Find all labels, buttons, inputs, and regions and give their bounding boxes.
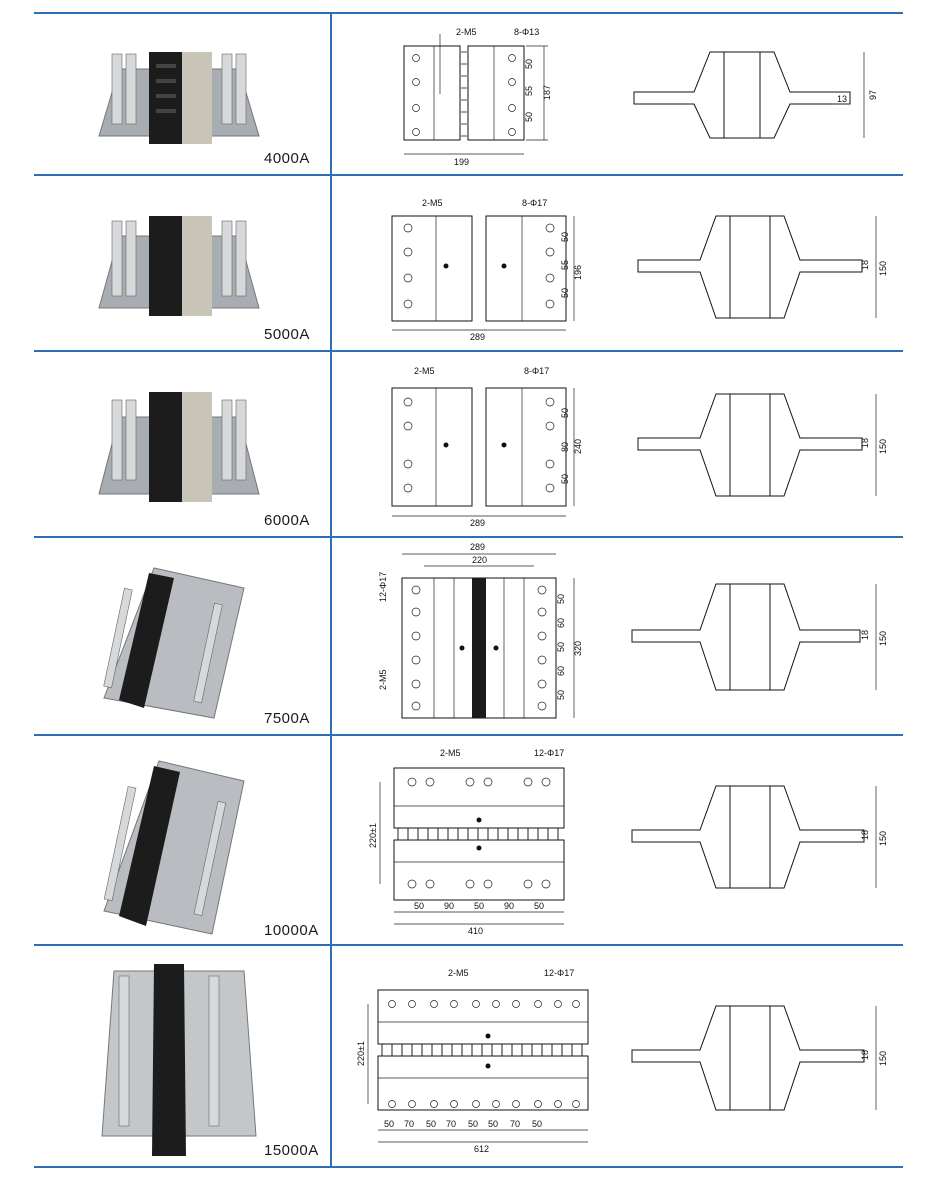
svg-text:150: 150 xyxy=(878,260,888,276)
current-rating: 10000A xyxy=(264,922,319,939)
svg-text:150: 150 xyxy=(878,630,888,646)
svg-text:18: 18 xyxy=(860,629,870,640)
product-row xyxy=(34,946,903,1166)
svg-text:320: 320 xyxy=(573,640,583,656)
svg-text:50: 50 xyxy=(524,58,534,69)
svg-text:50: 50 xyxy=(560,407,570,418)
svg-text:55: 55 xyxy=(524,85,534,96)
svg-text:90: 90 xyxy=(444,901,455,911)
svg-text:8-Φ17: 8-Φ17 xyxy=(522,198,548,208)
svg-text:50: 50 xyxy=(384,1119,395,1129)
product-row xyxy=(34,14,903,174)
current-rating: 4000A xyxy=(264,150,310,167)
svg-text:289: 289 xyxy=(470,518,486,528)
plan-drawing xyxy=(356,946,614,1156)
current-rating: 6000A xyxy=(264,512,310,529)
svg-text:2-M5: 2-M5 xyxy=(414,366,435,376)
svg-text:220: 220 xyxy=(472,555,488,565)
svg-text:612: 612 xyxy=(474,1144,490,1154)
plan-drawing xyxy=(364,176,584,346)
product-photo xyxy=(94,24,264,154)
svg-text:220±1: 220±1 xyxy=(368,823,378,848)
svg-text:2-M5: 2-M5 xyxy=(378,669,388,690)
current-rating: 5000A xyxy=(264,326,310,343)
svg-text:50: 50 xyxy=(534,901,545,911)
svg-text:150: 150 xyxy=(878,438,888,454)
svg-text:240: 240 xyxy=(573,438,583,454)
product-row xyxy=(34,352,903,536)
svg-text:12-Φ17: 12-Φ17 xyxy=(544,968,575,978)
row-divider xyxy=(34,1166,903,1168)
product-table xyxy=(34,0,903,1200)
svg-text:50: 50 xyxy=(474,901,485,911)
svg-text:12-Φ17: 12-Φ17 xyxy=(534,748,565,758)
svg-text:50: 50 xyxy=(532,1119,543,1129)
svg-text:55: 55 xyxy=(560,259,570,270)
svg-text:2-M5: 2-M5 xyxy=(456,27,477,37)
svg-text:13: 13 xyxy=(837,94,848,104)
svg-text:410: 410 xyxy=(468,926,484,936)
svg-text:2-M5: 2-M5 xyxy=(448,968,469,978)
svg-text:18: 18 xyxy=(860,829,870,840)
svg-text:50: 50 xyxy=(560,231,570,242)
svg-text:12-Φ17: 12-Φ17 xyxy=(378,571,388,602)
product-row xyxy=(34,736,903,944)
svg-text:289: 289 xyxy=(470,332,486,342)
product-photo xyxy=(94,186,264,326)
side-view-drawing xyxy=(624,538,888,728)
product-row xyxy=(34,176,903,350)
plan-drawing xyxy=(364,538,584,728)
svg-text:50: 50 xyxy=(560,473,570,484)
side-view-drawing xyxy=(624,176,888,346)
svg-text:50: 50 xyxy=(414,901,425,911)
plan-drawing xyxy=(364,14,564,174)
svg-text:50: 50 xyxy=(524,111,534,122)
svg-text:60: 60 xyxy=(556,665,566,676)
plan-drawing xyxy=(364,736,594,936)
svg-text:50: 50 xyxy=(468,1119,479,1129)
svg-text:50: 50 xyxy=(556,641,566,652)
side-view-drawing xyxy=(624,736,888,936)
current-rating: 7500A xyxy=(264,710,310,727)
current-rating: 15000A xyxy=(264,1142,319,1159)
svg-text:18: 18 xyxy=(860,259,870,270)
svg-text:150: 150 xyxy=(878,1050,888,1066)
product-row xyxy=(34,538,903,734)
svg-text:2-M5: 2-M5 xyxy=(422,198,443,208)
svg-text:90: 90 xyxy=(504,901,515,911)
product-photo xyxy=(94,362,264,512)
svg-text:60: 60 xyxy=(556,617,566,628)
product-photo xyxy=(94,746,264,936)
svg-text:70: 70 xyxy=(404,1119,415,1129)
product-photo xyxy=(94,956,264,1156)
side-view-drawing xyxy=(624,14,884,174)
svg-text:18: 18 xyxy=(860,437,870,448)
plan-drawing xyxy=(364,352,584,532)
svg-text:199: 199 xyxy=(454,157,470,167)
svg-text:50: 50 xyxy=(556,593,566,604)
svg-text:8-Φ17: 8-Φ17 xyxy=(524,366,550,376)
svg-text:18: 18 xyxy=(860,1049,870,1060)
svg-text:2-M5: 2-M5 xyxy=(440,748,461,758)
svg-text:50: 50 xyxy=(426,1119,437,1129)
svg-text:289: 289 xyxy=(470,542,486,552)
product-photo xyxy=(94,548,264,718)
svg-text:50: 50 xyxy=(488,1119,499,1129)
svg-text:220±1: 220±1 xyxy=(356,1041,366,1066)
svg-text:187: 187 xyxy=(542,84,552,100)
svg-text:97: 97 xyxy=(868,89,878,100)
svg-text:196: 196 xyxy=(573,264,583,280)
side-view-drawing xyxy=(624,352,888,532)
svg-text:150: 150 xyxy=(878,830,888,846)
side-view-drawing xyxy=(624,946,888,1156)
svg-text:8-Φ13: 8-Φ13 xyxy=(514,27,540,37)
svg-text:80: 80 xyxy=(560,441,570,452)
svg-text:50: 50 xyxy=(560,287,570,298)
svg-text:50: 50 xyxy=(556,689,566,700)
svg-text:70: 70 xyxy=(446,1119,457,1129)
svg-text:70: 70 xyxy=(510,1119,521,1129)
